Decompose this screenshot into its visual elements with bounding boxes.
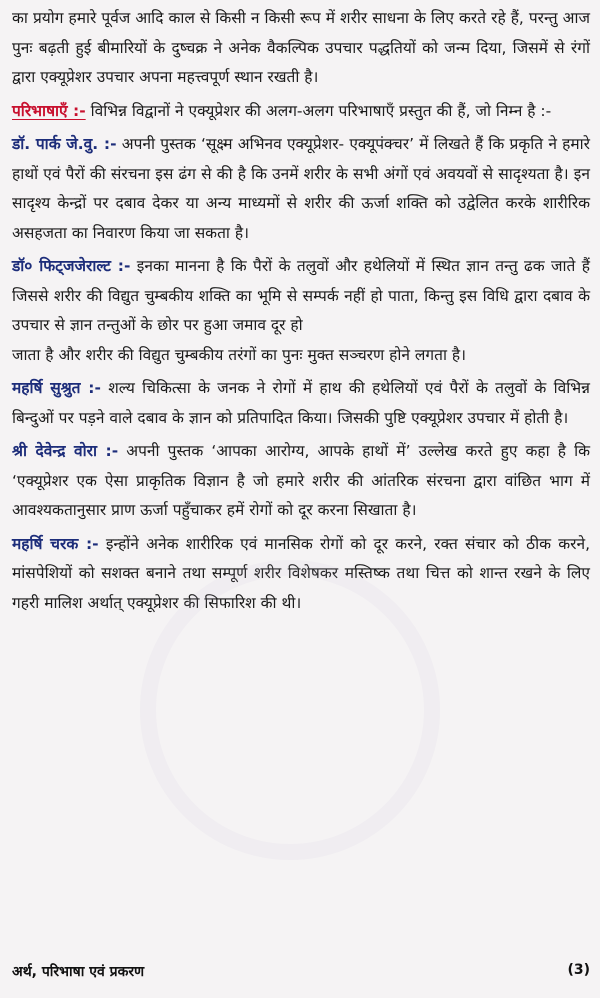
footer-chapter-title: अर्थ, परिभाषा एवं प्रकरण (12, 964, 145, 980)
sushruta-paragraph (12, 374, 590, 433)
park-paragraph (12, 130, 590, 248)
intro-text: का प्रयोग हमारे पूर्वज आदि काल से किसी न किसी रूप में शरीर साधना के लिए करते रहे हैं, परन्तु आज पुनः बढ़ती हुई बीमारियों के दुष्चक्र ने अनेक वैकल्पिक उपचार पद्धतियों को जन्म दिया, जिसमें से रंगों द्वारा एक्यूप्रेशर उपचार अपना महत्त्वपूर्ण स्थान रखती है। (12, 9, 590, 86)
sushruta-text: शल्य चिकित्सा के जनक ने रोगों में हाथ की हथेलियों एवं पैरों के तलुवों के विभिन्न बिन्दुओं पर पड़ने वाले दबाव के ज्ञान को प्रतिपादित किया। जिसकी पुष्टि एक्यूप्रेशर उपचार में होती है। (12, 379, 590, 427)
charak-paragraph (12, 530, 590, 619)
fitzgerald-text: इनका मानना है कि पैरों के तलुवों और हथेलियों में स्थित ज्ञान तन्तु ढक जाते हैं जिससे शरीर की विद्युत चुम्बकीय शक्ति का भूमि से सम्पर्क नहीं हो पाता, किन्तु इस विधि द्वारा दबाव के उपचार से ज्ञान तन्तुओं के छोर पर हुआ जमाव दूर हो (12, 257, 590, 334)
park-heading: डॉ. पार्क जे.वु. :- (12, 135, 117, 153)
charak-text: इन्होंने अनेक शारीरिक एवं मानसिक रोगों को दूर करने, रक्त संचार को ठीक करने, मांसपेशियों को सशक्त बनाने तथा सम्पूर्ण शरीर विशेषकर मस्तिष्क तथा चित्त को शान्त रखने के लिए गहरी मालिश अर्थात् एक्यूप्रेशर की सिफारिश की थी। (12, 534, 590, 612)
vora-heading: श्री देवेन्द्र वोरा :- (12, 442, 119, 460)
vora-paragraph (12, 437, 590, 526)
definitions-text: विभिन्न विद्वानों ने एक्यूप्रेशर की अलग-अलग परिभाषाएँ प्रस्तुत की हैं, जो निम्न है :- (85, 101, 552, 120)
fitzgerald-continuation: जाता है और शरीर की विद्युत चुम्बकीय तरंगों का पुनः मुक्त सञ्चरण होने लगता है। (12, 345, 467, 364)
sushruta-heading: महर्षि सुश्रुत :- (12, 379, 101, 397)
charak-heading: महर्षि चरक :- (12, 534, 99, 553)
definitions-heading: परिभाषाएँ :- (12, 101, 86, 120)
fitzgerald-heading: डॉ० फिट्जजेराल्ट :- (12, 257, 131, 275)
definitions-paragraph (12, 97, 590, 127)
footer-page-number: (3) (567, 962, 590, 978)
park-text: अपनी पुस्तक ‘सूक्ष्म अभिनव एक्यूप्रेशर- एक्यूपंक्चर’ में लिखते हैं कि प्रकृति ने हमारे हाथों एवं पैरों की संरचना इस ढंग से की है कि उनमें शरीर के सभी अंगों एवं अवयवों से सादृश्यता है। इन सादृश्य केन्द्रों पर दबाव देकर या अन्य माध्यमों से शरीर की ऊर्जा शक्ति को उद्वेलित करके शारीरिक असहजता का निवारण किया जा सकता है। (12, 135, 591, 242)
fitzgerald-paragraph (12, 252, 590, 370)
vora-text: अपनी पुस्तक ‘आपका आरोग्य, आपके हाथों में’ उल्लेख करते हुए कहा है कि ‘एक्यूप्रेशर एक ऐसा प्राकृतिक विज्ञान है जो हमारे शरीर की आंतरिक संरचना द्वारा वांछित भाग में आवश्यकतानुसार प्राण ऊर्जा पहुँचाकर हमें रोगों को दूर करना सिखाता है। (12, 442, 591, 519)
page-footer (12, 962, 590, 986)
intro-paragraph (12, 4, 590, 93)
